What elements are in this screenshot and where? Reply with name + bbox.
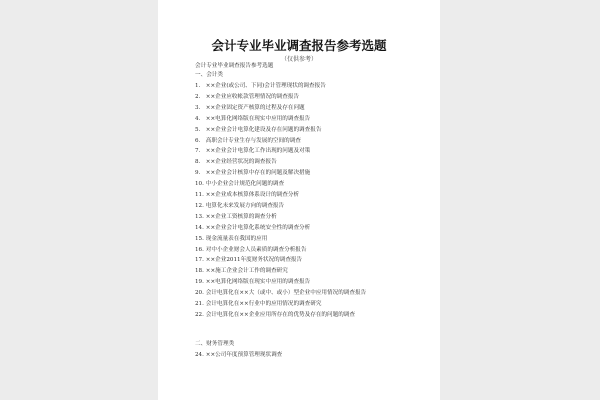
topic-item <box>195 301 321 308</box>
topic-item-text: 高职会计专业生存与发展的空间的调查 <box>205 137 301 144</box>
topic-item-text: ××企业经营状况的调查报告 <box>205 159 277 166</box>
topic-item <box>195 192 299 199</box>
topic-item-text: ××企业成本核算体系设计的调查分析 <box>205 192 300 198</box>
topic-item-text: ××电算化网络版在现实中应用的调查报告 <box>205 115 311 122</box>
topic-item-number: 16. <box>195 246 204 253</box>
topic-item-number: 6. <box>195 137 201 144</box>
section-heading-finance: 二、财务管理类 <box>195 341 235 347</box>
intro-line: 会计专业毕业调查报告参考选题 <box>195 63 274 69</box>
document-page <box>158 0 440 400</box>
document-subtitle: （仅供参考） <box>280 56 317 63</box>
topic-item <box>195 214 277 221</box>
topic-item-text: ××公司年度预算管理现状调查 <box>205 352 283 358</box>
topic-item-number: 21. <box>195 301 204 307</box>
topic-item-text: ××企业(或公司、下同)会计管理现状的调查报告 <box>205 83 326 89</box>
topic-item-number: 15. <box>195 235 204 242</box>
topic-item-text: 电算化未来发展方向的调查报告 <box>205 202 285 209</box>
topic-item-number: 4. <box>195 115 201 122</box>
topic-item-number: 5. <box>195 126 201 133</box>
section-heading-accounting: 一、会计类 <box>195 72 223 78</box>
topic-item <box>195 290 366 297</box>
topic-item-text: ××企业应收帐款管理情况的调查报告 <box>205 93 300 100</box>
topic-item-text: 会计电算化在××行业中的应用情况的调查研究 <box>205 301 322 307</box>
topic-item <box>195 83 326 90</box>
topic-item <box>195 312 355 319</box>
topic-item-text: 中小企业会计规范化问题的调查 <box>205 181 285 188</box>
topic-item-number: 13. <box>195 213 204 220</box>
topic-item-text: ××企业固定资产核算的过程及存在问题 <box>205 104 305 111</box>
document-title: 会计专业毕业调查报告参考选题 <box>211 38 387 53</box>
topic-item <box>195 352 282 359</box>
topic-item-text: 现金流量表在我国的应用 <box>205 235 268 242</box>
topic-item <box>195 257 302 264</box>
topic-item <box>195 181 284 188</box>
topic-item-text: ××施工企业会计工作的调查研究 <box>205 268 288 275</box>
topic-item <box>195 203 284 210</box>
topic-item-number: 22. <box>195 311 204 318</box>
topic-item-number: 1. <box>195 83 201 89</box>
topic-item <box>195 159 277 166</box>
topic-item <box>195 105 305 112</box>
topic-item <box>195 279 310 286</box>
topic-item <box>195 170 310 177</box>
topic-item-text: ××企业会计电算化工作出现的问题及对策 <box>205 148 311 155</box>
topic-item-text: ××电算化网络版在现实中应用的调查报告 <box>205 279 311 286</box>
topic-item <box>195 138 301 145</box>
topic-item-number: 7. <box>195 148 201 155</box>
topic-item-text: ××企业会计电算化建设及存在问题的调查报告 <box>205 126 322 133</box>
topic-item-number: 8. <box>195 159 201 166</box>
topic-item <box>195 127 321 134</box>
topic-item-text: ××企业2011年度财务状况的调查报告 <box>205 257 303 264</box>
topic-item-number: 18. <box>195 268 204 275</box>
topic-item <box>195 268 288 275</box>
topic-item-text: 会计电算化在××企业应用所存在的优势及存在的问题的调查 <box>205 311 355 318</box>
topic-item-number: 24. <box>195 352 204 358</box>
topic-item-number: 9. <box>195 170 201 177</box>
topic-item-number: 12. <box>195 202 204 209</box>
topic-item <box>195 148 310 155</box>
topic-item-number: 2. <box>195 93 201 100</box>
topic-item-number: 20. <box>195 290 204 297</box>
topic-item-number: 19. <box>195 279 204 286</box>
topic-item-text: 会计电算化在××大（或中、或小）型企业中应用情况的调查报告 <box>205 290 367 297</box>
topic-item-number: 3. <box>195 104 201 111</box>
topic-item-text: ××企业会计电算化系统安全性的调查分析 <box>205 224 311 231</box>
topic-item <box>195 116 310 123</box>
topic-item-number: 11. <box>195 192 204 198</box>
topic-item-number: 10. <box>195 181 204 188</box>
topic-item <box>195 94 299 101</box>
topic-item <box>195 247 306 254</box>
topic-item <box>195 236 267 243</box>
topic-item-text: ××企业会计核算中存在的问题及解决措施 <box>205 170 311 177</box>
topic-item-number: 14. <box>195 224 204 231</box>
topic-item-text: ××企业工资核算的调查分析 <box>205 213 277 220</box>
topic-item-text: 对中小企业财会人员素质的调查分析报告 <box>205 246 307 253</box>
topic-item <box>195 225 310 232</box>
topic-item-number: 17. <box>195 257 204 264</box>
